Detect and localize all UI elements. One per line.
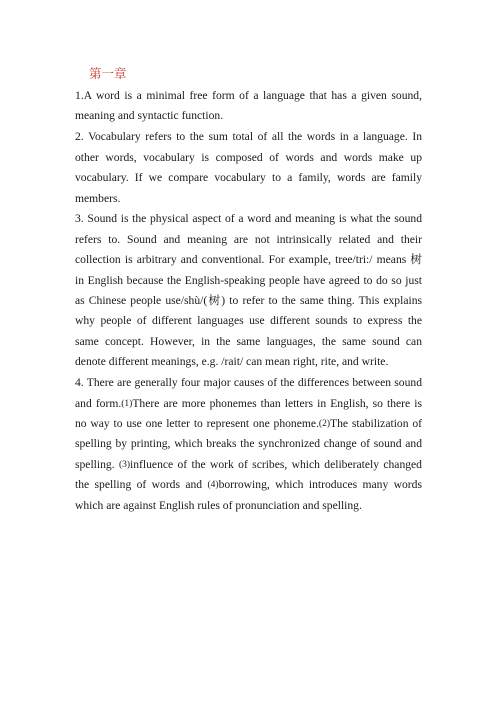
paragraph-3: 3. Sound is the physical aspect of a word and meaning is what the sound refers to. Sound and meaning are not intrinsically related and their collection is arbitrary and conventional. For example, tree/tri:/ means 树 in English because the English-speaking people have agreed to do so just as Chinese people use/shù/(树) to refer to the same thing. This explains why people of different languages use different sounds to express the same concept. However, in the same languages, the same sound can denote different meanings, e.g. /rait/ can mean right, rite, and write. [75, 212, 422, 369]
paragraph-4 [75, 373, 422, 516]
cause-marker-1: (1) [121, 398, 133, 409]
cause-marker-3: (3) [118, 459, 131, 470]
cause-text-1: There are more phonemes than letters in English, so there is no way to use one letter to represent one phoneme. [75, 396, 423, 430]
cause-text-3: influence of the work of scribes, which deliberately changed the spelling of words and [75, 457, 422, 492]
cause-marker-2: (2) [318, 419, 330, 429]
paragraph-2: 2. Vocabulary refers to the sum total of all the words in a language. In other words, vocabulary is composed of words and words make up vocabulary. If we compare vocabulary to a family, words are family members. [75, 130, 422, 205]
cause-text-2: The stabilization of spelling by printing, which breaks the synchronized change of sound and spelling. [75, 417, 422, 471]
chapter-title: 第一章 [89, 67, 127, 81]
document-page [75, 64, 422, 517]
paragraph-4-intro: 4. There are generally four major causes of the differences between sound and form. [75, 376, 422, 410]
paragraph-1: 1.A word is a minimal free form of a language that has a given sound, meaning and syntactic function. [75, 89, 422, 123]
cause-marker-4: (4) [207, 480, 219, 491]
cause-text-4: borrowing, which introduces many words which are against English rules of pronunciation and spelling. [75, 478, 422, 512]
